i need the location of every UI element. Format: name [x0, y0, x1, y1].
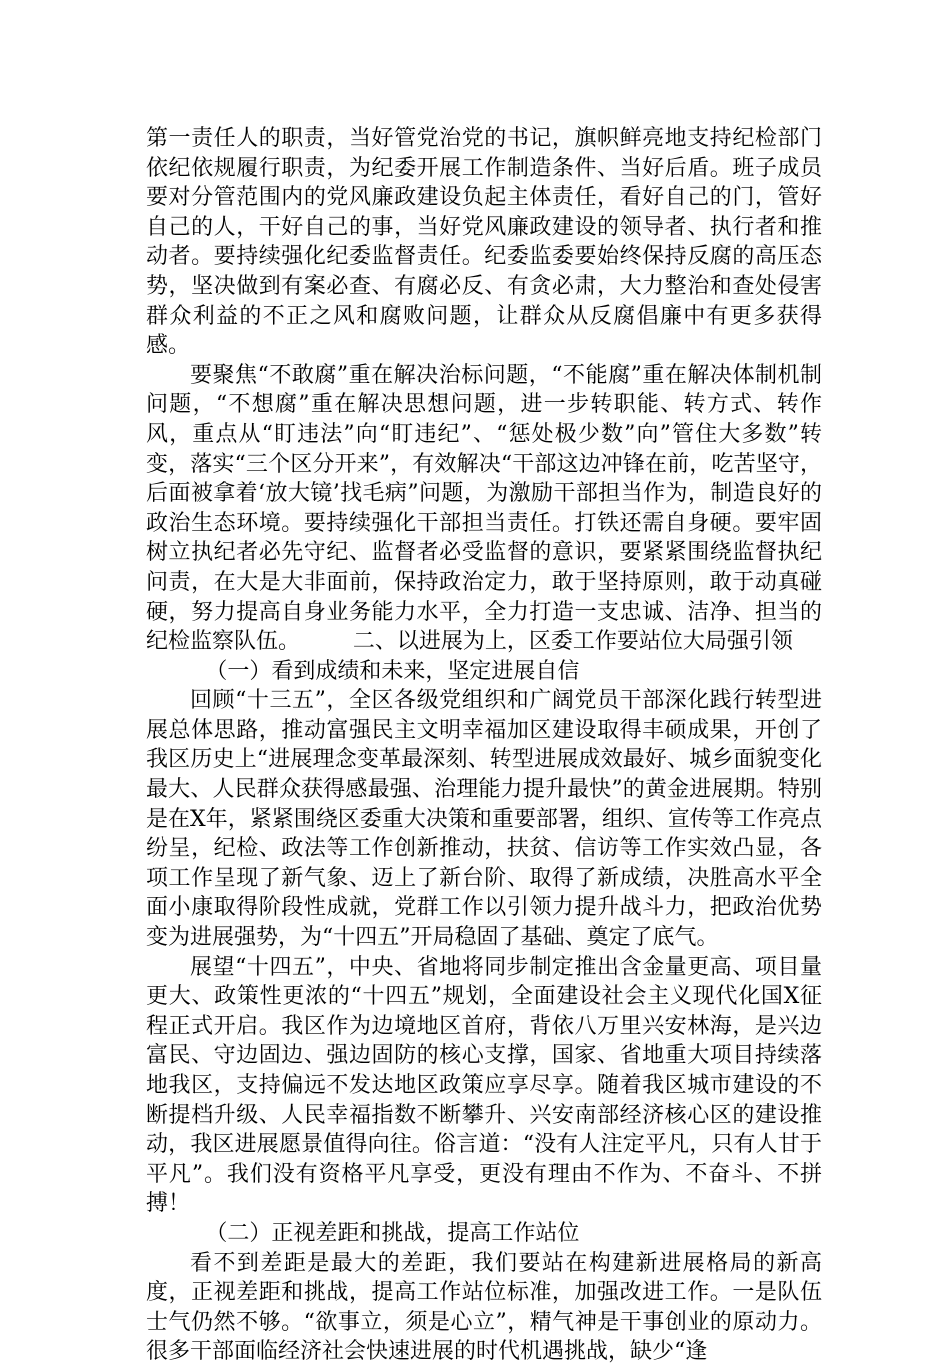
document-page [146, 124, 822, 1367]
paragraph-1: 第一责任人的职责，当好管党治党的书记，旗帜鲜亮地支持纪检部门依纪依规履行职责，为纪委开展工作制造条件、当好后盾。班子成员要对分管范围内的党风廉政建设负起主体责任，看好自己的门，管好自己的人，干好自己的事，当好党风廉政建设的领导者、执行者和推动者。要持续强化纪委监督责任。纪委监委要始终保持反腐的高压态势，坚决做到有案必查、有腐必反、有贪必肃，大力整治和查处侵害群众利益的不正之风和腐败问题，让群众从反腐倡廉中有更多获得感。 [146, 126, 822, 359]
paragraph-2 [146, 361, 822, 657]
paragraph-4: 展望“十四五”，中央、省地将同步制定推出含金量更高、项目量更大、政策性更浓的“十四五”规划，全面建设社会主义现代化国X征程正式开启。我区作为边境地区首府，背依八万里兴安林海，是兴边富民、守边固边、强边固防的核心支撑，国家、省地重大项目持续落地我区，支持偏远不发达地区政策应享尽享。随着我区城市建设的不断提档升级、人民幸福指数不断攀升、兴安南部经济核心区的建设推动，我区进展愿景值得向往。俗言道：“没有人注定平凡，只有人甘于平凡”。我们没有资格平凡享受，更没有理由不作为、不奋斗、不拼搏！ [146, 954, 822, 1217]
paragraph-2-text: 要聚焦“不敢腐”重在解决治标问题，“不能腐”重在解决体制机制问题，“不想腐”重在解决思想问题，进一步转职能、转方式、转作风，重点从“盯违法”向“盯违纪”、“惩处极少数”向”管住大多数”转变，落实“三个区分开来”，有效解决“干部这边冲锋在前，吃苦坚守，后面被拿着‘放大镜’找毛病”问题，为激励干部担当作为，制造良好的政治生态环境。要持续强化干部担当责任。打铁还需自身硬。要牢固树立执纪者必先守纪、监督者必受监督的意识，要紧紧围绕监督执纪问责，在大是大非面前，保持政治定力，敢于坚持原则，敢于动真碰硬，努力提高自身业务能力水平，全力打造一支忠诚、洁净、担当的纪检监察队伍。 [146, 362, 822, 655]
subheading-2: （二）正视差距和挑战，提高工作站位 [205, 1220, 580, 1246]
paragraph-5: 看不到差距是最大的差距，我们要站在构建新进展格局的新高度，正视差距和挑战，提高工作站位标准，加强改进工作。一是队伍士气仍然不够。“欲事立，须是心立”，精气神是干事创业的原动力。很多干部面临经济社会快速进展的时代机遇挑战，缺少“逢 [146, 1250, 822, 1365]
section-heading-2: 二、以进展为上，区委工作要站位大局强引领 [352, 629, 793, 655]
subheading-1: （一）看到成绩和未来，坚定进展自信 [205, 658, 580, 684]
paragraph-3: 回顾“十三五”，全区各级党组织和广阔党员干部深化践行转型进展总体思路，推动富强民主文明幸福加区建设取得丰硕成果，开创了我区历史上“进展理念变革最深刻、转型进展成效最好、城乡面貌变化最大、人民群众获得感最强、治理能力提升最快”的黄金进展期。特别是在X年，紧紧围绕区委重大决策和重要部署，组织、宣传等工作亮点纷呈，纪检、政法等工作创新推动，扶贫、信访等工作实效凸显，各项工作呈现了新气象、迈上了新台阶、取得了新成绩，决胜高水平全面小康取得阶段性成就，党群工作以引领力提升战斗力，把政治优势变为进展强势，为“十四五”开局稳固了基础、奠定了底气。 [146, 688, 822, 951]
